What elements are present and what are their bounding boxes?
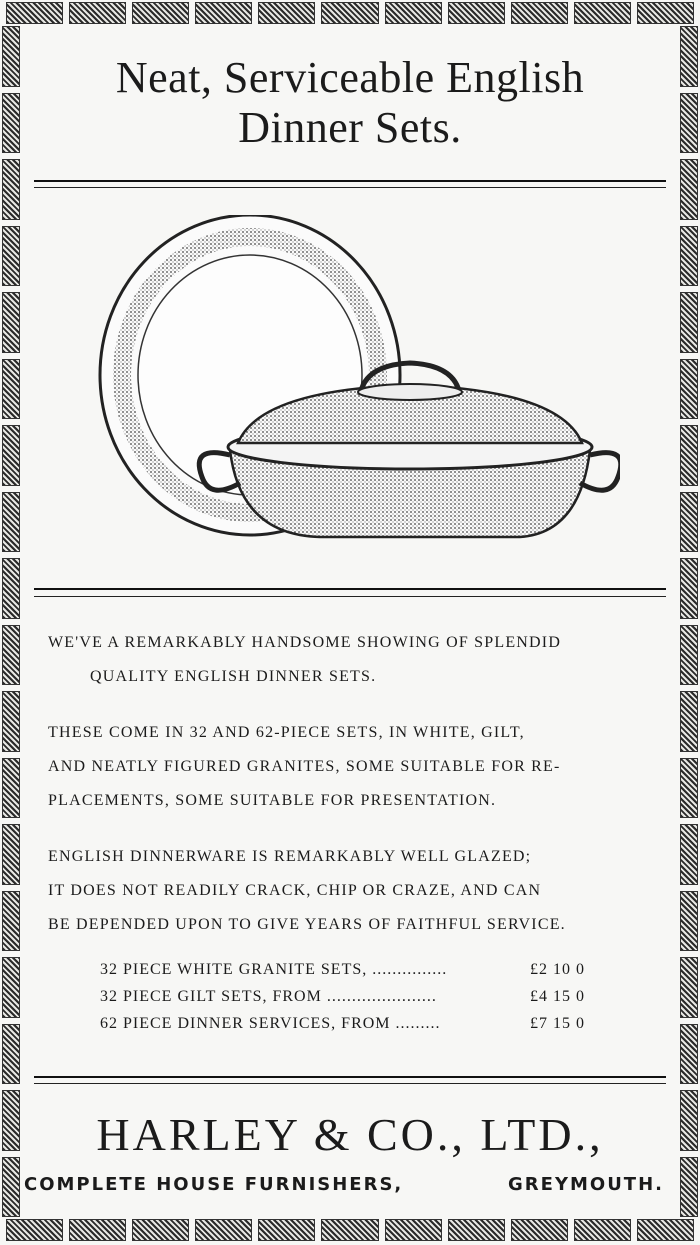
decorative-border-bottom: [0, 1219, 700, 1241]
company-tagline: COMPLETE HOUSE FURNISHERS, GREYMOUTH.: [24, 1174, 664, 1195]
paragraph-sets: THESE COME IN 32 AND 62-PIECE SETS, IN WHITE, GILT, AND NEATLY FIGURED GRANITES, SOME SUITABLE FOR RE- PLACEMENTS, SOME SUITABLE FOR PRESENTATION.: [48, 724, 561, 809]
headline-line-1: Neat, Serviceable English: [115, 53, 585, 102]
paragraph-quality: ENGLISH DINNERWARE IS REMARKABLY WELL GLAZED; IT DOES NOT READILY CRACK, CHIP OR CRAZE, AND CAN BE DEPENDED UPON TO GIVE YEARS OF FAITHFUL SERVICE.: [48, 848, 566, 933]
price-list: [100, 956, 620, 1037]
top-divider: [34, 180, 666, 182]
decorative-border-top: [0, 2, 700, 24]
paragraph-intro: WE'VE A REMARKABLY HANDSOME SHOWING OF SPLENDID QUALITY ENGLISH DINNER SETS.: [48, 634, 562, 685]
bottom-divider: [34, 1076, 666, 1078]
price-row: 62 PIECE DINNER SERVICES, FROM ......... £7 15 0: [100, 1014, 585, 1032]
middle-divider: [34, 588, 666, 590]
company-location: GREYMOUTH.: [508, 1174, 664, 1195]
headline-line-2: Dinner Sets.: [238, 103, 462, 152]
decorative-border-right: [680, 22, 698, 1221]
plate-and-tureen-icon: [90, 215, 620, 555]
price-row: 32 PIECE GILT SETS, FROM ...................... £4 15 0: [100, 987, 585, 1005]
company-name: HARLEY & CO., LTD.,: [96, 1109, 604, 1160]
price-row: 32 PIECE WHITE GRANITE SETS, ............... £2 10 0: [100, 960, 585, 978]
decorative-border-left: [2, 22, 20, 1221]
